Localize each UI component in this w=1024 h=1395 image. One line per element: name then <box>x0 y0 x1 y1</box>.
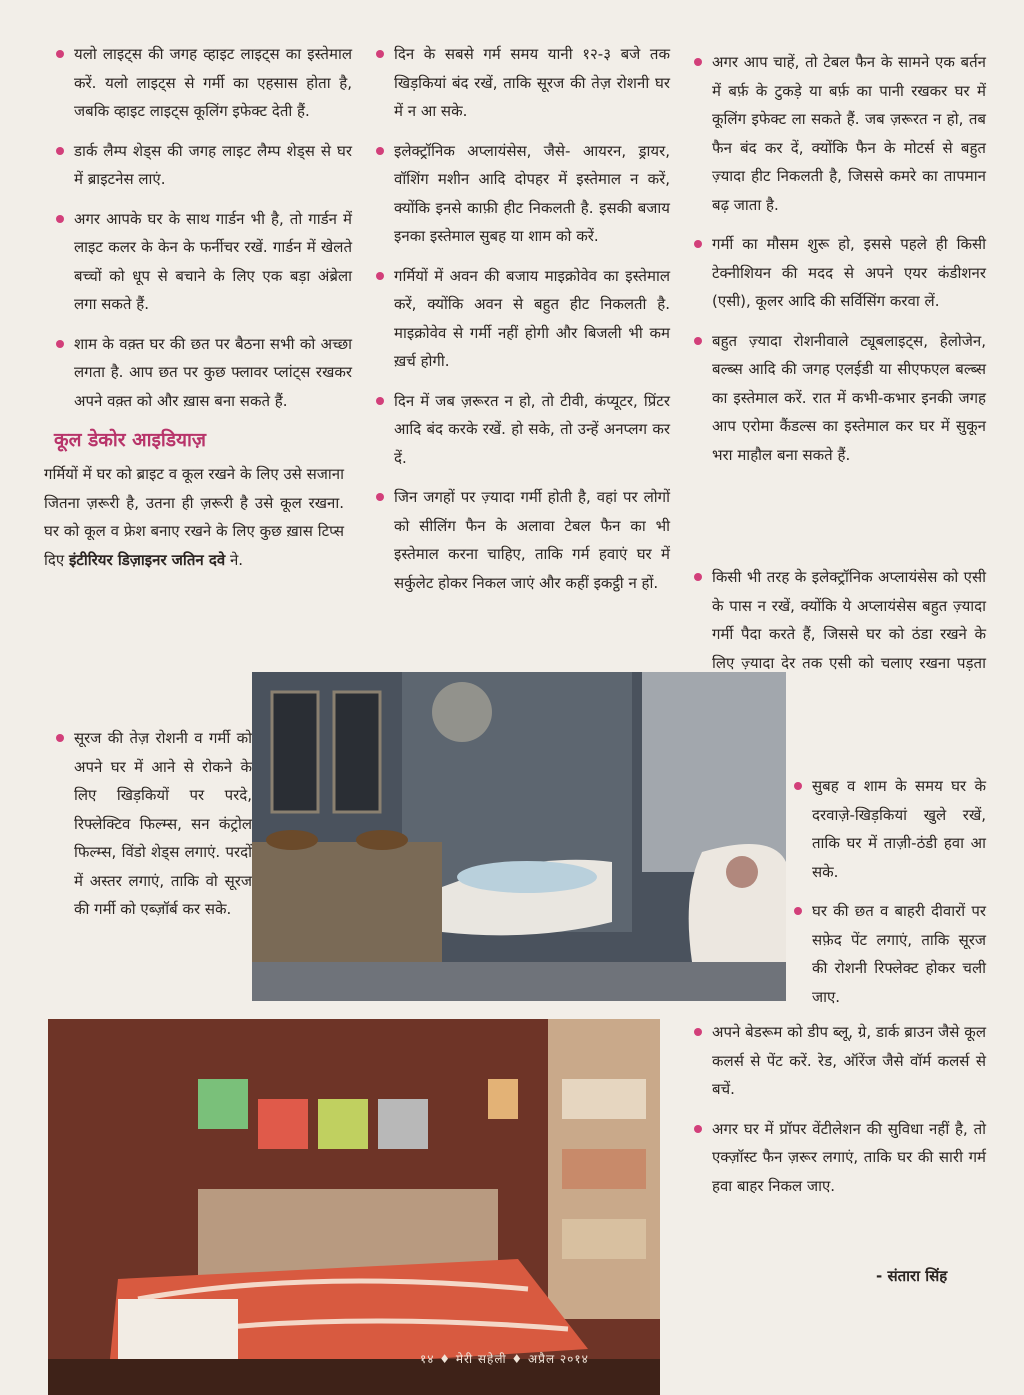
tip-item: गर्मी का मौसम शुरू हो, इससे पहले ही किसी टेक्नीशियन की मदद से अपने एयर कंडीशनर (एसी), कूलर आदि की सर्विसिंग करवा लें. <box>690 230 986 316</box>
author-signature: - संतारा सिंह <box>876 1267 948 1285</box>
tip-item: सूरज की तेज़ रोशनी व गर्मी को अपने घर में आने से रोकने के लिए खिड़कियों पर परदे, रिफ्लेक्टिव फिल्म्स, सन कंट्रोल फिल्म्स, विंडो शेड्स लगाएं. परदों में अस्तर लगाएं, ताकि वो सूरज की गर्मी को एब्ज़ॉर्ब कर सके. <box>52 724 252 924</box>
tip-item: अगर आपके घर के साथ गार्डन भी है, तो गार्डन में लाइट कलर के केन के फर्नीचर रखें. गार्डन में खेलते बच्चों को धूप से बचाने के लिए एक बड़ा अंब्रेला लगा सकते हैं. <box>52 205 352 319</box>
page-footer: १४ ♦ मेरी सहेली ♦ अप्रैल २०१४ <box>420 1352 589 1366</box>
credit-name: इंटीरियर डिज़ाइनर जतिन दवे <box>68 550 226 569</box>
column-right-lower <box>690 1018 986 1211</box>
bathroom-illustration <box>252 672 786 1001</box>
section-heading: कूल डेकोर आइडियाज़ <box>54 429 207 451</box>
column-left-lower <box>52 724 252 935</box>
column-left <box>44 40 352 574</box>
bedroom-illustration <box>48 1019 660 1395</box>
tip-item: अगर आप चाहें, तो टेबल फैन के सामने एक बर्तन में बर्फ़ के टुकड़े या बर्फ़ का पानी रखकर घर में कूलिंग इफेक्ट ला सकते हैं. जब ज़रूरत न हो, तब फैन बंद कर दें, क्योंकि फैन के मोटर्स से बहुत ज़्यादा हीट निकलती है, जिससे कमरे का तापमान बढ़ जाता है. <box>690 48 986 219</box>
column-right <box>690 48 986 480</box>
tip-item: शाम के वक़्त घर की छत पर बैठना सभी को अच्छा लगता है. आप छत पर कुछ फ्लावर प्लांट्स रखकर अपने वक़्त को और ख़ास बना सकते हैं. <box>52 330 352 416</box>
tip-item: दिन में जब ज़रूरत न हो, तो टीवी, कंप्यूटर, प्रिंटर आदि बंद करके रखें. हो सके, तो उन्हें अनप्लग कर दें. <box>372 387 670 473</box>
tip-item: बहुत ज़्यादा रोशनीवाले ट्यूबलाइट्स, हेलोजेन, बल्ब्स आदि की जगह एलईडी या सीएफएल बल्ब्स का इस्तेमाल करें. रात में कभी-कभार इनकी जगह आप एरोमा कैंडल्स का इस्तेमाल कर घर में सुकून भरा माहौल बना सकते हैं. <box>690 327 986 470</box>
tip-item: दिन के सबसे गर्म समय यानी १२-३ बजे तक खिड़कियां बंद रखें, ताकि सूरज की तेज़ रोशनी घर में न आ सके. <box>372 40 670 126</box>
intro-text: गर्मियों में घर को ब्राइट व कूल रखने के लिए उसे सजाना जितना ज़रूरी है, उतना ही ज़रूरी है उसे कूल रखना. घर को कूल व फ्रेश बनाए रखने के लिए कुछ ख़ास टिप्स दिए <box>44 465 344 569</box>
credit-suffix: ने. <box>225 550 244 569</box>
tip-item: यलो लाइट्स की जगह व्हाइट लाइट्स का इस्तेमाल करें. यलो लाइट्स से गर्मी का एहसास होता है, जबकि व्हाइट लाइट्स कूलिंग इफेक्ट देती हैं. <box>52 40 352 126</box>
tip-item: इलेक्ट्रॉनिक अप्लायंसेस, जैसे- आयरन, ड्रायर, वॉशिंग मशीन आदि दोपहर में इस्तेमाल न करें, क्योंकि इनसे काफ़ी हीट निकलती है. इसकी बजाय इनका इस्तेमाल सुबह या शाम को करें. <box>372 137 670 251</box>
tip-item: डार्क लैम्प शेड्स की जगह लाइट लैम्प शेड्स से घर में ब्राइटनेस लाएं. <box>52 137 352 194</box>
tip-item: जिन जगहों पर ज़्यादा गर्मी होती है, वहां पर लोगों को सीलिंग फैन के अलावा टेबल फैन का भी इस्तेमाल करना चाहिए, ताकि गर्म हवाएं घर में सर्कुलेट होकर निकल जाएं और कहीं इकट्ठी न हों. <box>372 483 670 597</box>
intro-paragraph <box>44 460 344 574</box>
tip-item: सुबह व शाम के समय घर के दरवाज़े-खिड़कियां खुले रखें, ताकि घर में ताज़ी-ठंडी हवा आ सके. <box>790 772 986 886</box>
tip-item: अपने बेडरूम को डीप ब्लू, ग्रे, डार्क ब्राउन जैसे कूल कलर्स से पेंट करें. रेड, ऑरेंज जैसे वॉर्म कलर्स से बचें. <box>690 1018 986 1104</box>
tip-item: किसी भी तरह के इलेक्ट्रॉनिक अप्लायंसेस को एसी के पास न रखें, क्योंकि ये अप्लायंसेस बहुत ज़्यादा गर्मी पैदा करते हैं, जिससे घर को ठंडा रखने के लिए ज़्यादा देर तक एसी को चलाए रखना पड़ता <box>690 563 986 706</box>
column-right-narrow <box>790 772 986 1022</box>
column-middle <box>372 40 670 608</box>
bathroom-photo <box>252 672 786 1001</box>
tip-item: अगर घर में प्रॉपर वेंटीलेशन की सुविधा नहीं है, तो एक्ज़ॉस्ट फैन ज़रूर लगाएं, ताकि घर की सारी गर्म हवा बाहर निकल जाए. <box>690 1115 986 1201</box>
tip-item: घर की छत व बाहरी दीवारों पर सफ़ेद पेंट लगाएं, ताकि सूरज की रोशनी रिफ्लेक्ट होकर चली जाए. <box>790 897 986 1011</box>
bedroom-photo <box>48 1019 660 1395</box>
tip-item: गर्मियों में अवन की बजाय माइक्रोवेव का इस्तेमाल करें, क्योंकि अवन से बहुत हीट निकलती है. माइक्रोवेव से गर्मी नहीं होगी और बिजली भी कम ख़र्च होगी. <box>372 262 670 376</box>
